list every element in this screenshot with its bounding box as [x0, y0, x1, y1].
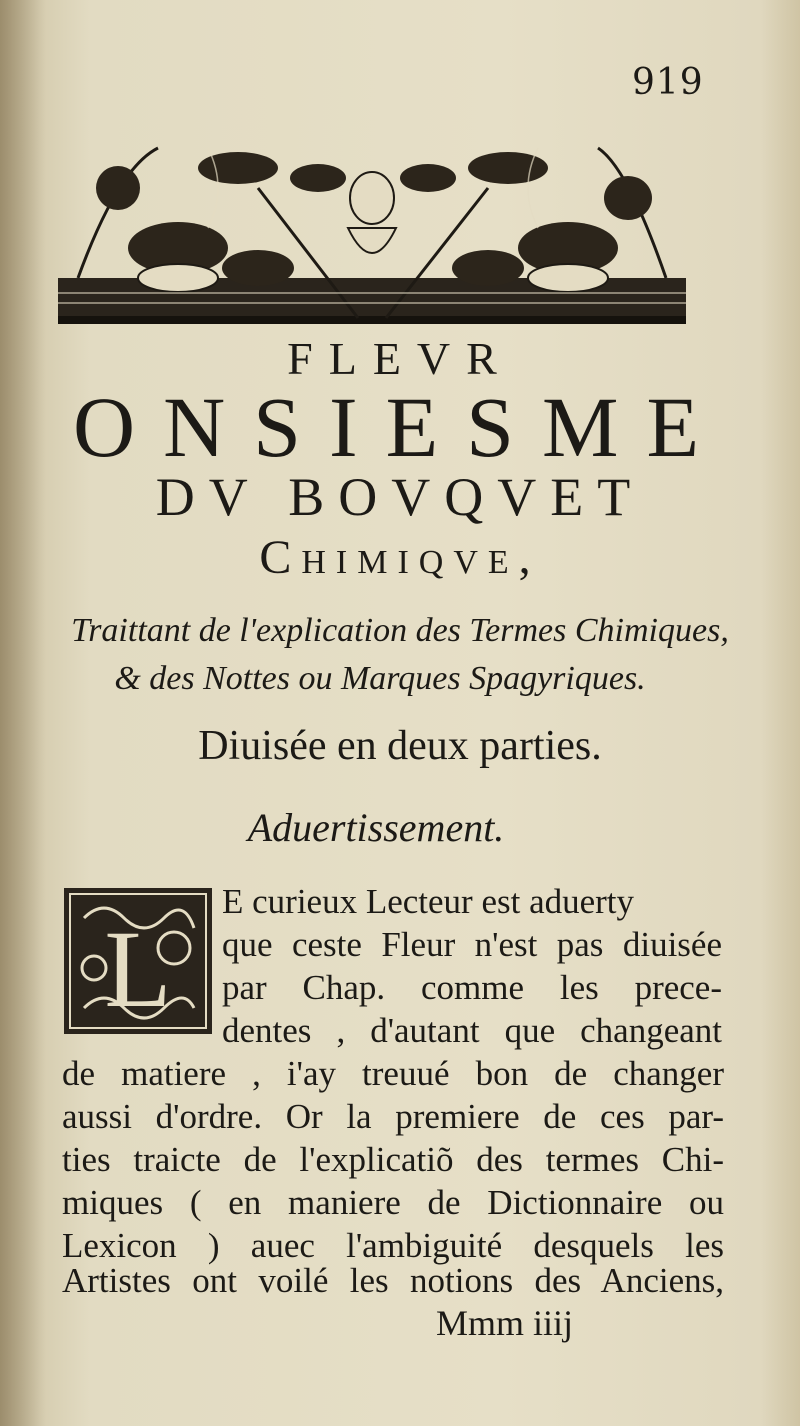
dropcap-letter: L — [104, 908, 172, 1030]
subtitle-line-2: & des Nottes ou Marques Spagyriques. — [114, 660, 646, 697]
page-gutter-shadow — [0, 0, 46, 1426]
body-line-7: ties traicte de l'explicatiõ des termes Chi- — [62, 1140, 724, 1179]
body-line-5: de matiere , i'ay treuué bon de changer — [62, 1054, 724, 1093]
body-line-2: que ceste Fleur n'est pas diuisée — [222, 925, 722, 964]
body-line-10: Artistes ont voilé les notions des Anciens, — [62, 1261, 724, 1300]
body-line-9: Lexicon ) auec l'ambiguité desquels les — [62, 1226, 724, 1265]
body-line-1: E curieux Lecteur est aduerty — [222, 882, 635, 921]
body-line-3: par Chap. comme les prece- — [222, 968, 722, 1007]
title-bouquet: DV BOVQVET — [155, 467, 645, 527]
dropcap-ornament — [64, 888, 212, 1034]
title-onsiesme: ONSIESME — [72, 379, 728, 475]
page-number: 919 — [632, 62, 704, 103]
title-fleur: FLEVR — [287, 333, 513, 384]
subtitle-line-1: Traittant de l'explication des Termes Chimiques, — [71, 612, 729, 649]
section-heading: Aduertissement. — [247, 805, 505, 850]
division-note: Diuisée en deux parties. — [198, 723, 602, 769]
body-line-4: dentes , d'autant que changeant — [222, 1011, 722, 1050]
title-chimique: Chimiqve, — [259, 531, 541, 584]
signature-mark: Mmm iiij — [436, 1303, 574, 1343]
body-line-6: aussi d'ordre. Or la premiere de ces par- — [62, 1097, 724, 1136]
headpiece-ornament — [58, 128, 686, 328]
body-line-8: miques ( en maniere de Dictionnaire ou — [62, 1183, 724, 1222]
